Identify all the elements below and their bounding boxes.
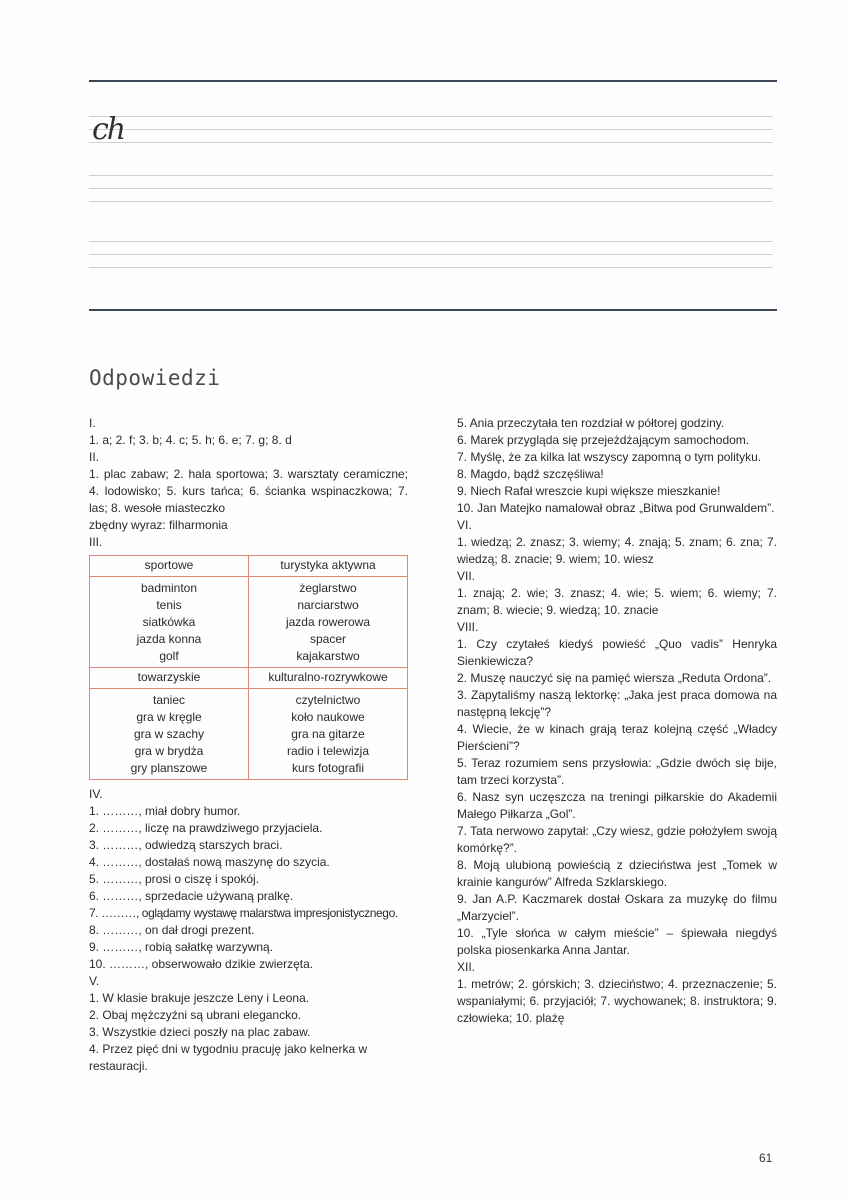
section-heading: IV.	[89, 787, 103, 801]
table-item: gra w kręgle	[136, 710, 202, 724]
answer-item: 8. Moją ulubioną powieścią z dzieciństwa jest „Tomek w krainie kangurów” Alfreda Szklarskiego.	[457, 858, 777, 889]
answer-item: 9. Niech Rafał wreszcie kupi większe mieszkanie!	[457, 484, 721, 498]
answers-heading: Odpowiedzi	[89, 366, 221, 390]
bottom-rule	[89, 309, 777, 311]
table-header-cell: towarzyskie	[90, 668, 249, 689]
answer-text: zbędny wyraz: filharmonia	[89, 518, 228, 532]
table-item: siatkówka	[142, 615, 196, 629]
practice-line	[89, 267, 773, 268]
answer-text: 1. znają; 2. wie; 3. znasz; 4. wie; 5. wiem; 6. wiemy; 7. znam; 8. wiecie; 9. wiedzą; 10. znacie	[457, 586, 777, 617]
section-heading: VI.	[457, 518, 472, 532]
table-item: gra w brydża	[134, 744, 204, 758]
category-table	[89, 555, 408, 780]
answer-item: 2. ………, liczę na prawdziwego przyjaciela.	[89, 821, 323, 835]
practice-line	[89, 241, 773, 242]
table-item: jazda konna	[136, 632, 202, 646]
table-item: badminton	[140, 581, 198, 595]
answer-text: 1. plac zabaw; 2. hala sportowa; 3. warsztaty ceramiczne; 4. lodowisko; 5. kurs tańca; 6. ścianka wspinaczkowa; 7. las; 8. wesołe miasteczko	[89, 467, 408, 515]
answer-text: 1. metrów; 2. górskich; 3. dzieciństwo; 4. przeznaczenie; 5. wspaniałymi; 6. przyjaciół; 7. wychowanek; 8. instruktora; 9. człowieka; 10. plażę	[457, 977, 777, 1025]
table-item: kajakarstwo	[296, 649, 360, 663]
answer-item: 1. W klasie brakuje jeszcze Leny i Leona.	[89, 991, 310, 1005]
table-item: kurs fotografii	[291, 761, 365, 775]
table-item: gra w szachy	[133, 727, 205, 741]
answer-item: 3. Zapytaliśmy naszą lektorkę: „Jaka jest praca domowa na następną lekcję”?	[457, 688, 777, 719]
answer-item: 5. ………, prosi o ciszę i spokój.	[89, 872, 260, 886]
practice-line	[89, 254, 773, 255]
answer-item: 9. ………, robią sałatkę warzywną.	[89, 940, 274, 954]
answer-item: 4. Wiecie, że w kinach grają teraz kolejną część „Władcy Pierścieni”?	[457, 722, 777, 753]
answer-item: 6. Nasz syn uczęszcza na treningi piłkarskie do Akademii Małego Piłkarza „Gol”.	[457, 790, 777, 821]
table-header-cell: turystyka aktywna	[249, 556, 408, 577]
answer-item: 10. ………, obserwowało dzikie zwierzęta.	[89, 957, 314, 971]
table-item: jazda rowerowa	[285, 615, 371, 629]
answer-item: 10. Jan Matejko namalował obraz „Bitwa pod Grunwaldem”.	[457, 501, 775, 515]
practice-line	[89, 116, 773, 117]
answer-item: 5. Ania przeczytała ten rozdział w półtorej godziny.	[457, 416, 725, 430]
table-header-cell: kulturalno-rozrywkowe	[249, 668, 408, 689]
table-item: żeglarstwo	[299, 581, 357, 595]
section-heading: III.	[89, 535, 103, 549]
page-number: 61	[759, 1151, 773, 1165]
section-heading: V.	[89, 974, 100, 988]
section-heading: XII.	[457, 960, 476, 974]
table-item: gra na gitarze	[291, 727, 365, 741]
practice-letter: ch	[92, 112, 125, 147]
answer-item: 3. Wszystkie dzieci poszły na plac zabaw.	[89, 1025, 311, 1039]
answer-item: 4. Przez pięć dni w tygodniu pracuję jako kelnerka w restauracji.	[89, 1042, 368, 1073]
answer-item: 2. Obaj mężczyźni są ubrani elegancko.	[89, 1008, 302, 1022]
table-cell	[249, 689, 408, 780]
answers-left-column	[89, 415, 408, 1075]
practice-line	[89, 175, 773, 176]
section-heading: VIII.	[457, 620, 479, 634]
top-rule	[89, 80, 777, 82]
table-item: gry planszowe	[130, 761, 208, 775]
table-cell	[90, 577, 249, 668]
table-cell	[249, 577, 408, 668]
table-item: narciarstwo	[297, 598, 359, 612]
answer-item: 7. ………, oglądamy wystawę malarstwa impresjonistycznego.	[89, 906, 398, 920]
answer-item: 8. Magdo, bądź szczęśliwa!	[457, 467, 604, 481]
table-item: koło naukowe	[291, 710, 365, 724]
answer-item: 6. ………, sprzedacie używaną pralkę.	[89, 889, 294, 903]
answers-right-column	[457, 415, 777, 1027]
table-header-cell: sportowe	[90, 556, 249, 577]
table-cell	[90, 689, 249, 780]
answer-item: 1. ………, miał dobry humor.	[89, 804, 241, 818]
section-heading: VII.	[457, 569, 476, 583]
answer-item: 7. Myślę, że za kilka lat wszyscy zapomną o tym polityku.	[457, 450, 762, 464]
answer-item: 10. „Tyle słońca w całym mieście” – śpiewała niegdyś polska piosenkarka Anna Jantar.	[457, 926, 777, 957]
answer-item: 3. ………, odwiedzą starszych braci.	[89, 838, 283, 852]
practice-line	[89, 188, 773, 189]
table-item: radio i telewizja	[286, 744, 370, 758]
answer-item: 5. Teraz rozumiem sens przysłowia: „Gdzie dwóch się bije, tam trzeci korzysta”.	[457, 756, 777, 787]
answer-item: 8. ………, on dał drogi prezent.	[89, 923, 255, 937]
answer-item: 9. Jan A.P. Kaczmarek dostał Oskara za muzykę do filmu „Marzyciel”.	[457, 892, 777, 923]
section-heading: II.	[89, 450, 100, 464]
table-item: taniec	[152, 693, 186, 707]
practice-line	[89, 201, 773, 202]
answer-item: 6. Marek przygląda się przejeżdżającym samochodom.	[457, 433, 750, 447]
answer-item: 7. Tata nerwowo zapytał: „Czy wiesz, gdzie położyłem swoją komórkę?”.	[457, 824, 777, 855]
answer-item: 1. Czy czytałeś kiedyś powieść „Quo vadis” Henryka Sienkiewicza?	[457, 637, 777, 668]
section-heading: I.	[89, 416, 96, 430]
practice-line	[89, 129, 773, 130]
answer-text: 1. wiedzą; 2. znasz; 3. wiemy; 4. znają; 5. znam; 6. zna; 7. wiedzą; 8. znacie; 9. wiem; 10. wiesz	[457, 535, 777, 566]
answer-item: 4. ………, dostałaś nową maszynę do szycia.	[89, 855, 330, 869]
answer-text: 1. a; 2. f; 3. b; 4. c; 5. h; 6. e; 7. g; 8. d	[89, 433, 292, 447]
table-item: tenis	[156, 598, 182, 612]
practice-line	[89, 142, 773, 143]
table-item: spacer	[309, 632, 347, 646]
table-item: czytelnictwo	[295, 693, 361, 707]
table-item: golf	[159, 649, 179, 663]
answer-item: 2. Muszę nauczyć się na pamięć wiersza „Reduta Ordona”.	[457, 671, 772, 685]
